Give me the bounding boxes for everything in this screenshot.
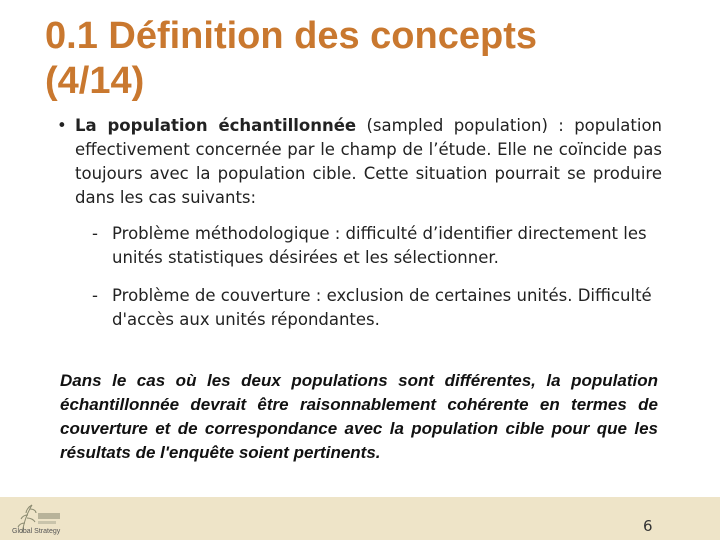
slide-title [45, 14, 685, 104]
bullet-rest: (sampled population) : population effectivement concernée par le champ de l’étude. Elle ne coïncide pas toujours avec la population cible. Cette situation pourrait se produire dans les cas suivants: [75, 116, 662, 207]
bullet-term: La population échantillonnée [75, 116, 357, 135]
page-number: 6 [643, 517, 653, 535]
slide-title-line1: 0.1 Définition des concepts [45, 15, 537, 57]
logo-text: Global Strategy [12, 528, 61, 535]
definition-bullet [57, 114, 662, 210]
slide-title-line2: (4/14) [45, 60, 145, 102]
conclusion-paragraph: Dans le cas où les deux populations sont différentes, la population échantillonnée devrait être raisonnablement cohérente en termes de couverture et de correspondance avec la population cible pour que les résultats de l'enquête soient pertinents. [60, 371, 658, 462]
sub-item-text: Problème méthodologique : difficulté d’identifier directement les unités statistiques désirées et les sélectionner. [112, 224, 647, 267]
sub-item-coverage [92, 284, 672, 332]
dash-marker: - [92, 286, 98, 305]
sub-item-methodological [92, 222, 672, 270]
sub-item-text: Problème de couverture : exclusion de certaines unités. Difficulté d'accès aux unités répondantes. [112, 286, 652, 329]
footer-bar [0, 497, 720, 540]
dash-marker: - [92, 224, 98, 243]
bullet-text [75, 114, 662, 210]
bullet-marker: • [57, 116, 67, 135]
